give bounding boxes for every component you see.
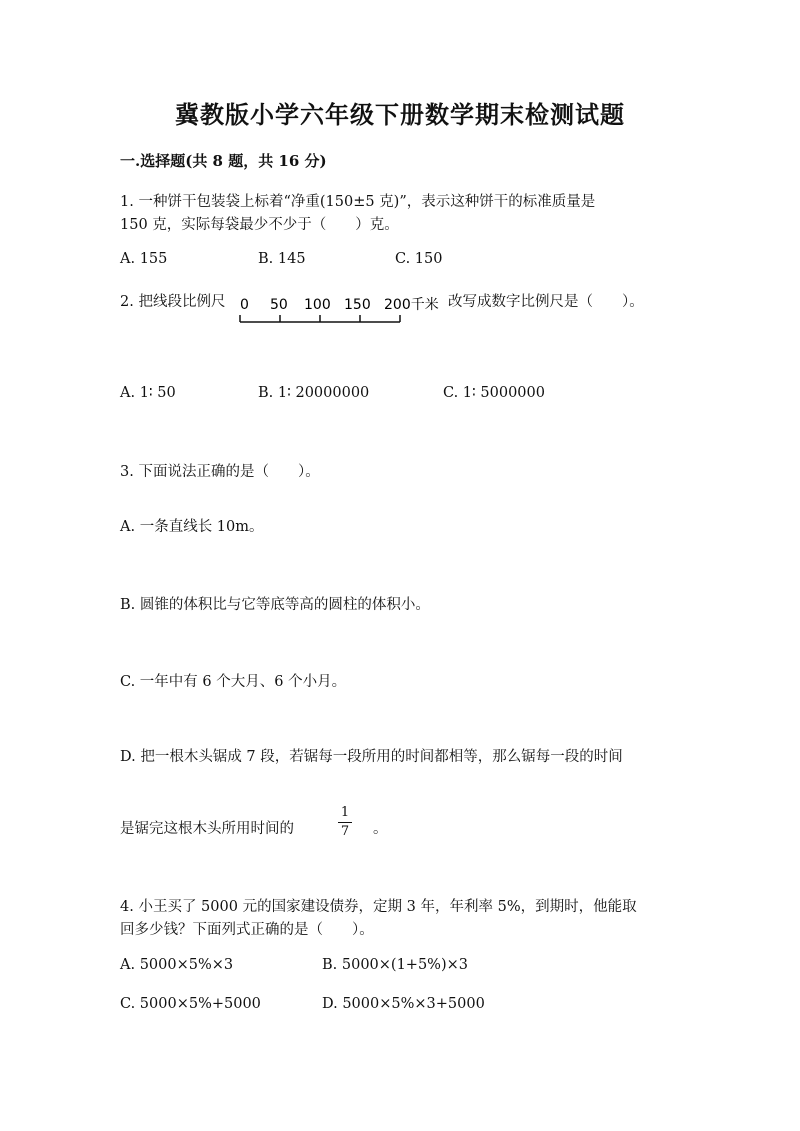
q4-option-c[interactable]: C. 5000×5%+5000: [120, 996, 261, 1012]
q3-stem: 3. 下面说法正确的是（ ）。: [120, 464, 320, 480]
fraction-denominator: 7: [340, 824, 350, 839]
q4-option-a[interactable]: A. 5000×5%×3: [120, 957, 234, 973]
q3-option-a[interactable]: A. 一条直线长 10m。: [120, 519, 264, 535]
line-scale-svg: [238, 292, 448, 332]
q2-stem-suffix: 改写成数字比例尺是（ ）。: [448, 294, 644, 310]
q1-stem-line1: 1. 一种饼干包装袋上标着“净重(150±5 克)”，表示这种饼干的标准质量是: [120, 194, 596, 210]
fraction-numerator: 1: [340, 805, 350, 820]
fraction-bar: [338, 822, 352, 823]
q3-option-d-line2: 是锯完这根木头所用时间的: [120, 821, 294, 837]
scale-label-200km: 200千米: [384, 297, 439, 313]
q3-option-b[interactable]: B. 圆锥的体积比与它等底等高的圆柱的体积小。: [120, 597, 430, 613]
fraction-one-seventh: [338, 805, 352, 840]
q1-stem-line2: 150 克，实际每袋最少不少于（ ）克。: [120, 217, 399, 233]
scale-label-150: 150: [344, 297, 371, 313]
q1-option-c[interactable]: C. 150: [395, 251, 443, 267]
q3-option-d-line1[interactable]: D. 把一根木头锯成 7 段，若锯每一段所用的时间都相等，那么锯每一段的时间: [120, 749, 623, 765]
q4-stem-line2: 回多少钱？下面列式正确的是（ ）。: [120, 922, 374, 938]
q3-option-d-end: 。: [373, 821, 388, 837]
q2-stem-prefix: 2. 把线段比例尺: [120, 294, 226, 310]
q1-option-b[interactable]: B. 145: [258, 251, 306, 267]
q2-option-b[interactable]: B. 1∶ 20000000: [258, 385, 370, 401]
q3-option-c[interactable]: C. 一年中有 6 个大月、6 个小月。: [120, 674, 347, 690]
scale-label-100: 100: [304, 297, 331, 313]
q1-option-a[interactable]: A. 155: [120, 251, 168, 267]
section-heading: 一.选择题(共 8 题，共 16 分): [120, 152, 327, 170]
scale-label-50: 50: [270, 297, 288, 313]
page-title: 冀教版小学六年级下册数学期末检测试题: [175, 100, 625, 129]
q2-option-a[interactable]: A. 1∶ 50: [120, 385, 176, 401]
q4-stem-line1: 4. 小王买了 5000 元的国家建设债券，定期 3 年，年利率 5%，到期时，他能取: [120, 899, 637, 915]
q4-option-b[interactable]: B. 5000×(1+5%)×3: [322, 957, 468, 973]
line-scale-figure: [238, 292, 448, 332]
scale-label-0: 0: [240, 297, 249, 313]
q2-option-c[interactable]: C. 1∶ 5000000: [443, 385, 545, 401]
q4-option-d[interactable]: D. 5000×5%×3+5000: [322, 996, 485, 1012]
